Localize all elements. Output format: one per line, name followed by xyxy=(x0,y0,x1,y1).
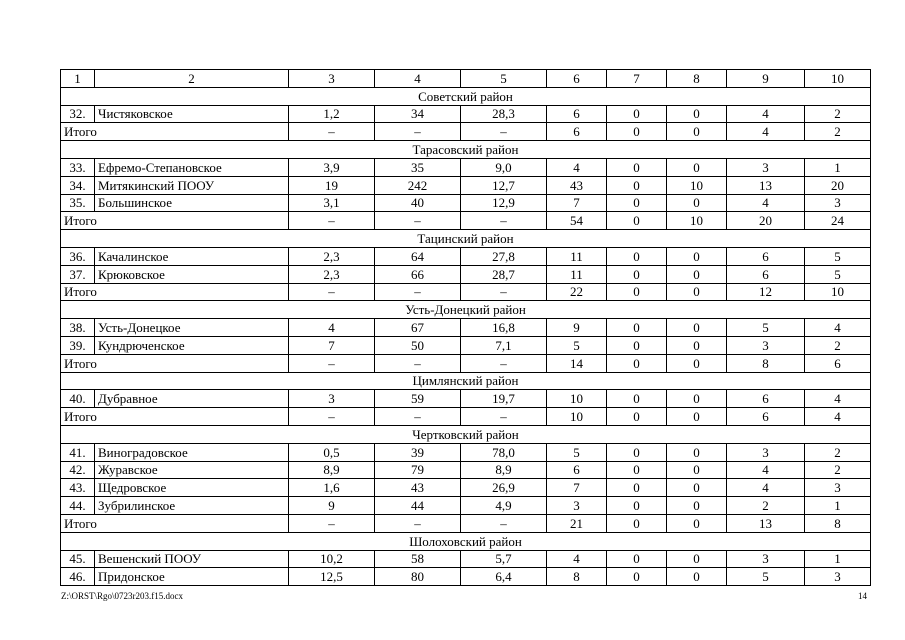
table-cell: – xyxy=(375,514,461,532)
table-cell: 10 xyxy=(805,283,871,301)
table-cell: 13 xyxy=(727,176,805,194)
table-cell: 0 xyxy=(607,176,667,194)
table-cell: 39 xyxy=(375,443,461,461)
row-number: 45. xyxy=(61,550,95,568)
table-cell: 20 xyxy=(805,176,871,194)
settlement-name: Виноградовское xyxy=(95,443,289,461)
table-cell: – xyxy=(461,408,547,426)
table-cell: 10 xyxy=(547,390,607,408)
total-label: Итого xyxy=(61,283,289,301)
table-cell: 5 xyxy=(805,247,871,265)
settlement-name: Усть-Донецкое xyxy=(95,319,289,337)
district-name: Тацинский район xyxy=(61,230,871,248)
footer-file-path: Z:\ORST\Rgo\0723r203.f15.docx xyxy=(61,591,183,601)
row-number: 42. xyxy=(61,461,95,479)
table-cell: 0 xyxy=(607,408,667,426)
table-cell: 0 xyxy=(607,514,667,532)
district-row xyxy=(61,141,871,159)
table-cell: 4 xyxy=(727,479,805,497)
column-header: 6 xyxy=(547,70,607,88)
table-cell: 0 xyxy=(667,265,727,283)
district-row xyxy=(61,532,871,550)
total-row xyxy=(61,354,871,372)
table-cell: 3,9 xyxy=(289,158,375,176)
table-cell: 4,9 xyxy=(461,497,547,515)
table-cell: 3 xyxy=(289,390,375,408)
table-row xyxy=(61,158,871,176)
total-label: Итого xyxy=(61,514,289,532)
table-row xyxy=(61,176,871,194)
district-row xyxy=(61,425,871,443)
table-cell: 1,6 xyxy=(289,479,375,497)
table-cell: 28,7 xyxy=(461,265,547,283)
table-cell: 1 xyxy=(805,497,871,515)
total-row xyxy=(61,514,871,532)
row-number: 32. xyxy=(61,105,95,123)
table-cell: 14 xyxy=(547,354,607,372)
table-cell: – xyxy=(375,283,461,301)
table-cell: 0 xyxy=(607,194,667,212)
table-cell: 0 xyxy=(667,283,727,301)
row-number: 37. xyxy=(61,265,95,283)
table-cell: 8,9 xyxy=(461,461,547,479)
table-cell: 24 xyxy=(805,212,871,230)
table-cell: 10 xyxy=(547,408,607,426)
table-cell: 27,8 xyxy=(461,247,547,265)
table-cell: 0 xyxy=(667,354,727,372)
total-row xyxy=(61,283,871,301)
column-header: 4 xyxy=(375,70,461,88)
table-row xyxy=(61,479,871,497)
table-cell: 13 xyxy=(727,514,805,532)
table-cell: 5 xyxy=(547,336,607,354)
district-name: Чертковский район xyxy=(61,425,871,443)
table-cell: 4 xyxy=(727,194,805,212)
settlement-name: Ефремо-Степановское xyxy=(95,158,289,176)
table-cell: 0 xyxy=(667,461,727,479)
table-row xyxy=(61,265,871,283)
table-cell: 8 xyxy=(805,514,871,532)
settlement-name: Дубравное xyxy=(95,390,289,408)
table-cell: – xyxy=(289,123,375,141)
table-cell: – xyxy=(289,283,375,301)
column-header: 5 xyxy=(461,70,547,88)
table-row xyxy=(61,390,871,408)
table-cell: 4 xyxy=(727,105,805,123)
table-cell: 0 xyxy=(607,568,667,586)
total-row xyxy=(61,408,871,426)
row-number: 43. xyxy=(61,479,95,497)
table-cell: 67 xyxy=(375,319,461,337)
data-table xyxy=(60,69,871,586)
table-cell: 9 xyxy=(547,319,607,337)
table-cell: 0 xyxy=(667,550,727,568)
table-cell: 12 xyxy=(727,283,805,301)
table-cell: 0 xyxy=(607,283,667,301)
table-row xyxy=(61,247,871,265)
table-cell: 0 xyxy=(607,336,667,354)
table-cell: 6 xyxy=(727,408,805,426)
table-cell: 21 xyxy=(547,514,607,532)
table-cell: 26,9 xyxy=(461,479,547,497)
table-cell: 2 xyxy=(805,443,871,461)
district-name: Цимлянский район xyxy=(61,372,871,390)
row-number: 35. xyxy=(61,194,95,212)
table-cell: 11 xyxy=(547,247,607,265)
table-row xyxy=(61,443,871,461)
district-name: Усть-Донецкий район xyxy=(61,301,871,319)
table-cell: 0 xyxy=(667,390,727,408)
total-label: Итого xyxy=(61,408,289,426)
table-row xyxy=(61,497,871,515)
settlement-name: Журавское xyxy=(95,461,289,479)
row-number: 41. xyxy=(61,443,95,461)
table-cell: 3 xyxy=(727,443,805,461)
table-cell: 5,7 xyxy=(461,550,547,568)
table-cell: 22 xyxy=(547,283,607,301)
row-number: 40. xyxy=(61,390,95,408)
row-number: 36. xyxy=(61,247,95,265)
table-cell: 0 xyxy=(667,319,727,337)
table-cell: 59 xyxy=(375,390,461,408)
table-cell: 6 xyxy=(547,123,607,141)
table-cell: – xyxy=(375,123,461,141)
table-cell: 0 xyxy=(607,105,667,123)
row-number: 38. xyxy=(61,319,95,337)
table-cell: 0 xyxy=(667,479,727,497)
table-cell: 3 xyxy=(547,497,607,515)
column-header: 1 xyxy=(61,70,95,88)
table-cell: 79 xyxy=(375,461,461,479)
table-cell: 4 xyxy=(805,390,871,408)
header-row xyxy=(61,70,871,88)
table-cell: 1 xyxy=(805,550,871,568)
table-cell: 4 xyxy=(727,123,805,141)
table-cell: 80 xyxy=(375,568,461,586)
table-cell: – xyxy=(289,212,375,230)
table-cell: 4 xyxy=(547,158,607,176)
table-row xyxy=(61,194,871,212)
table-cell: 242 xyxy=(375,176,461,194)
table-cell: 0 xyxy=(667,123,727,141)
table-cell: 3 xyxy=(805,194,871,212)
table-cell: 3 xyxy=(805,479,871,497)
table-cell: 6 xyxy=(727,265,805,283)
row-number: 34. xyxy=(61,176,95,194)
table-cell: 0 xyxy=(607,550,667,568)
table-cell: – xyxy=(289,514,375,532)
table-cell: 0 xyxy=(667,408,727,426)
row-number: 46. xyxy=(61,568,95,586)
settlement-name: Вешенский ПООУ xyxy=(95,550,289,568)
table-cell: 8 xyxy=(727,354,805,372)
table-cell: 6 xyxy=(727,390,805,408)
table-cell: 5 xyxy=(547,443,607,461)
table-cell: 4 xyxy=(547,550,607,568)
table-cell: – xyxy=(375,408,461,426)
district-row xyxy=(61,87,871,105)
column-header: 10 xyxy=(805,70,871,88)
table-cell: – xyxy=(375,354,461,372)
table-cell: 1 xyxy=(805,158,871,176)
column-header: 8 xyxy=(667,70,727,88)
table-cell: 2,3 xyxy=(289,265,375,283)
table-cell: 8 xyxy=(547,568,607,586)
table-cell: 0 xyxy=(667,568,727,586)
settlement-name: Чистяковское xyxy=(95,105,289,123)
table-cell: 43 xyxy=(375,479,461,497)
table-cell: – xyxy=(461,354,547,372)
table-cell: 8,9 xyxy=(289,461,375,479)
table-cell: 0 xyxy=(667,105,727,123)
table-cell: 28,3 xyxy=(461,105,547,123)
table-cell: 3 xyxy=(727,158,805,176)
table-cell: 19 xyxy=(289,176,375,194)
table-cell: 0 xyxy=(607,354,667,372)
table-cell: 11 xyxy=(547,265,607,283)
table-cell: 4 xyxy=(289,319,375,337)
settlement-name: Кундрюченское xyxy=(95,336,289,354)
table-cell: 5 xyxy=(727,568,805,586)
table-cell: 2 xyxy=(805,123,871,141)
table-cell: 6 xyxy=(547,105,607,123)
table-cell: 34 xyxy=(375,105,461,123)
table-cell: – xyxy=(289,408,375,426)
table-cell: 0 xyxy=(667,514,727,532)
table-cell: 19,7 xyxy=(461,390,547,408)
table-cell: 0 xyxy=(667,247,727,265)
table-cell: 2,3 xyxy=(289,247,375,265)
table-cell: 2 xyxy=(805,336,871,354)
table-cell: 0 xyxy=(667,158,727,176)
table-cell: 0 xyxy=(607,319,667,337)
table-cell: 64 xyxy=(375,247,461,265)
total-row xyxy=(61,123,871,141)
table-cell: 5 xyxy=(805,265,871,283)
table-cell: – xyxy=(461,514,547,532)
table-cell: 7 xyxy=(547,479,607,497)
settlement-name: Придонское xyxy=(95,568,289,586)
district-row xyxy=(61,301,871,319)
table-cell: 6,4 xyxy=(461,568,547,586)
table-cell: 0 xyxy=(667,194,727,212)
table-cell: 44 xyxy=(375,497,461,515)
table-cell: 12,9 xyxy=(461,194,547,212)
table-cell: 3,1 xyxy=(289,194,375,212)
table-row xyxy=(61,336,871,354)
settlement-name: Зубрилинское xyxy=(95,497,289,515)
table-row xyxy=(61,105,871,123)
table-cell: 4 xyxy=(727,461,805,479)
table-cell: 54 xyxy=(547,212,607,230)
table-cell: 16,8 xyxy=(461,319,547,337)
district-row xyxy=(61,230,871,248)
district-name: Тарасовский район xyxy=(61,141,871,159)
table-cell: 4 xyxy=(805,408,871,426)
table-cell: 7,1 xyxy=(461,336,547,354)
table-cell: 0 xyxy=(607,123,667,141)
table-cell: 3 xyxy=(727,336,805,354)
table-cell: 0 xyxy=(607,212,667,230)
table-cell: 12,7 xyxy=(461,176,547,194)
table-row xyxy=(61,568,871,586)
table-cell: 3 xyxy=(727,550,805,568)
table-cell: 0 xyxy=(607,479,667,497)
table-cell: 0 xyxy=(607,158,667,176)
row-number: 44. xyxy=(61,497,95,515)
table-cell: 5 xyxy=(727,319,805,337)
table-cell: 0 xyxy=(667,497,727,515)
table-row xyxy=(61,550,871,568)
table-cell: 0,5 xyxy=(289,443,375,461)
total-row xyxy=(61,212,871,230)
table-cell: 10 xyxy=(667,212,727,230)
table-cell: 0 xyxy=(607,265,667,283)
table-row xyxy=(61,319,871,337)
table-cell: – xyxy=(461,123,547,141)
total-label: Итого xyxy=(61,123,289,141)
column-header: 2 xyxy=(95,70,289,88)
column-header: 3 xyxy=(289,70,375,88)
total-label: Итого xyxy=(61,212,289,230)
table-cell: 9 xyxy=(289,497,375,515)
district-name: Шолоховский район xyxy=(61,532,871,550)
row-number: 39. xyxy=(61,336,95,354)
table-cell: 2 xyxy=(805,461,871,479)
district-name: Советский район xyxy=(61,87,871,105)
table-cell: 6 xyxy=(727,247,805,265)
table-cell: 0 xyxy=(667,443,727,461)
table-cell: 50 xyxy=(375,336,461,354)
table-cell: 0 xyxy=(607,443,667,461)
table-cell: 1,2 xyxy=(289,105,375,123)
table-cell: 0 xyxy=(607,247,667,265)
table-cell: 2 xyxy=(727,497,805,515)
table-cell: 58 xyxy=(375,550,461,568)
table-cell: 20 xyxy=(727,212,805,230)
table-cell: 43 xyxy=(547,176,607,194)
settlement-name: Крюковское xyxy=(95,265,289,283)
table-cell: 0 xyxy=(607,497,667,515)
district-row xyxy=(61,372,871,390)
table-cell: 40 xyxy=(375,194,461,212)
table-row xyxy=(61,461,871,479)
table-cell: 6 xyxy=(547,461,607,479)
table-cell: 35 xyxy=(375,158,461,176)
table-cell: 0 xyxy=(607,390,667,408)
row-number: 33. xyxy=(61,158,95,176)
table-cell: 0 xyxy=(607,461,667,479)
table-cell: 12,5 xyxy=(289,568,375,586)
table-cell: 7 xyxy=(547,194,607,212)
table-cell: – xyxy=(375,212,461,230)
total-label: Итого xyxy=(61,354,289,372)
table-cell: 3 xyxy=(805,568,871,586)
table-cell: 9,0 xyxy=(461,158,547,176)
column-header: 7 xyxy=(607,70,667,88)
table-cell: 10 xyxy=(667,176,727,194)
table-cell: 4 xyxy=(805,319,871,337)
column-header: 9 xyxy=(727,70,805,88)
settlement-name: Качалинское xyxy=(95,247,289,265)
table-cell: 78,0 xyxy=(461,443,547,461)
settlement-name: Большинское xyxy=(95,194,289,212)
table-cell: 0 xyxy=(667,336,727,354)
table-cell: 6 xyxy=(805,354,871,372)
table-cell: – xyxy=(289,354,375,372)
table-cell: 66 xyxy=(375,265,461,283)
table-cell: 2 xyxy=(805,105,871,123)
table-cell: 10,2 xyxy=(289,550,375,568)
table-cell: – xyxy=(461,212,547,230)
footer-page-number: 14 xyxy=(858,591,867,601)
settlement-name: Митякинский ПООУ xyxy=(95,176,289,194)
table-cell: – xyxy=(461,283,547,301)
settlement-name: Щедровское xyxy=(95,479,289,497)
table-cell: 7 xyxy=(289,336,375,354)
